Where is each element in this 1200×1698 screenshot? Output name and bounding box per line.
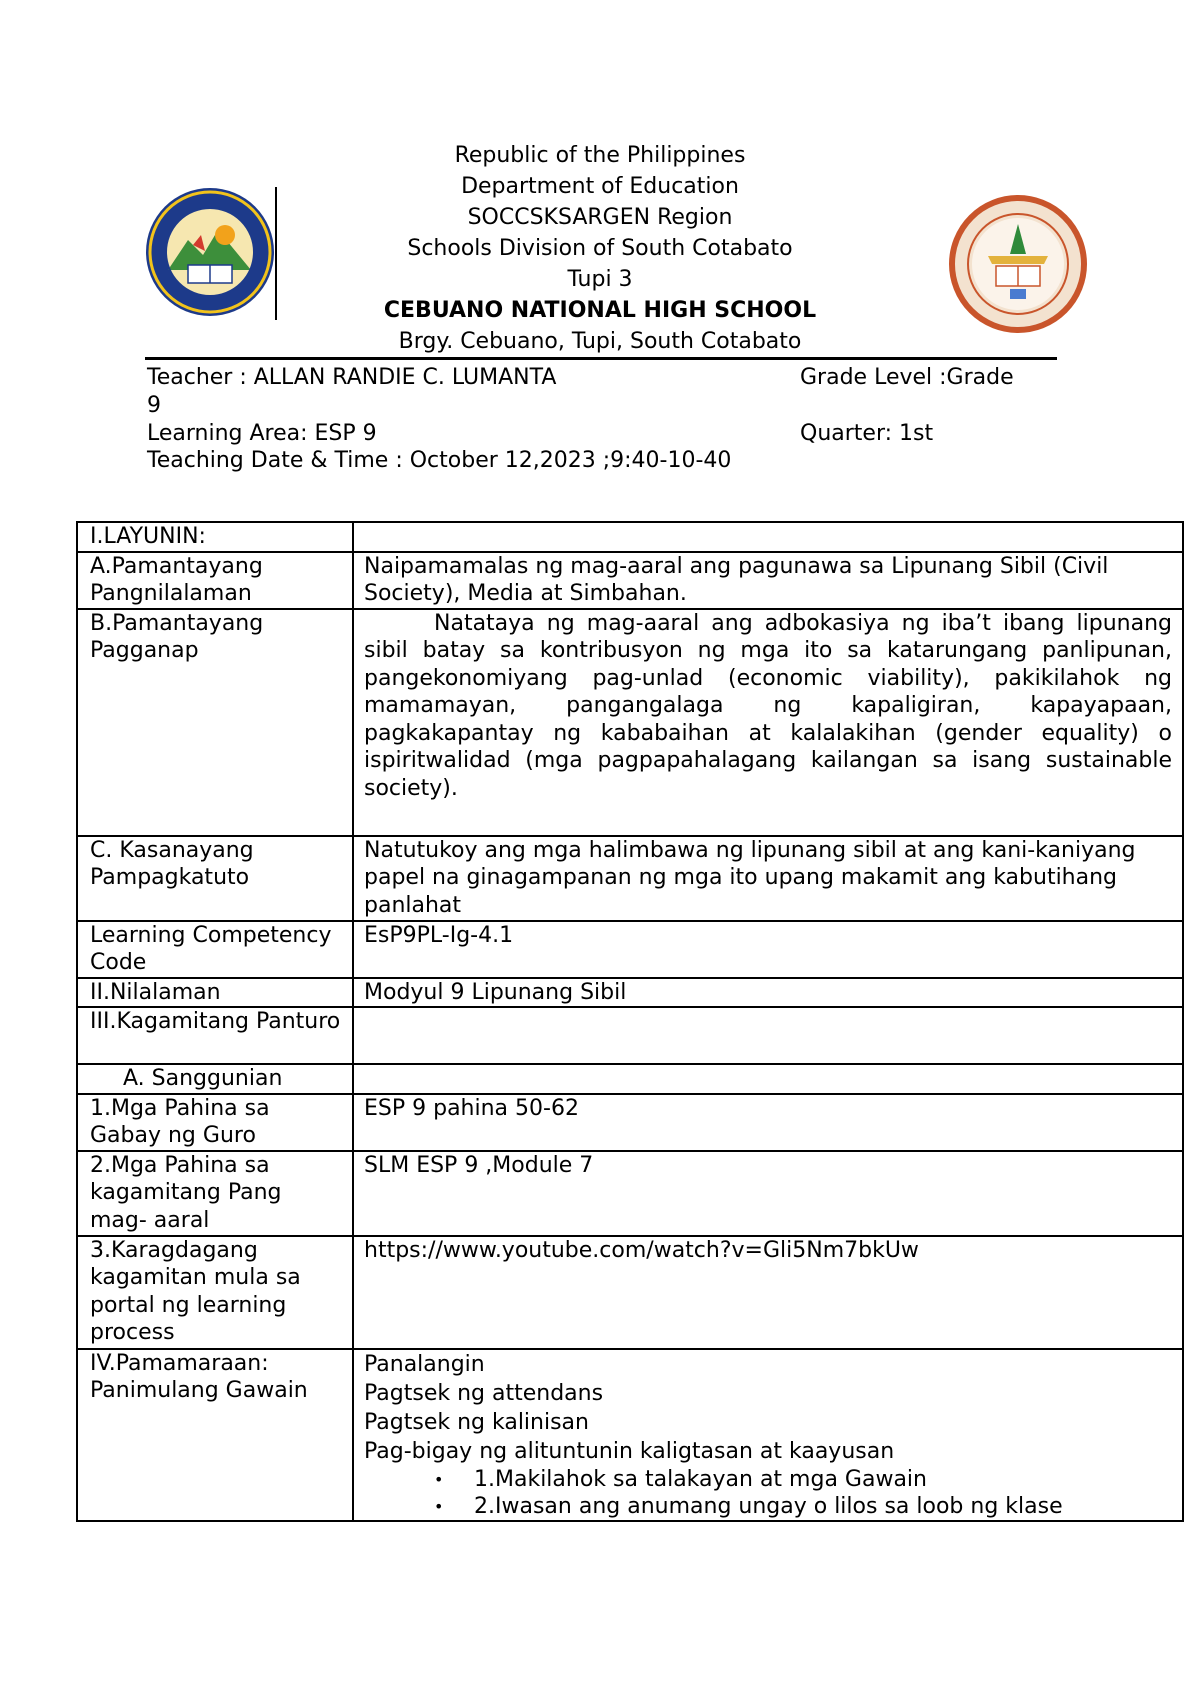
lesson-plan-table xyxy=(76,521,1184,1522)
row-label: Learning Competency Code xyxy=(77,921,353,978)
row-label: III.Kagamitang Panturo xyxy=(77,1007,353,1064)
procedure-line: Pagtsek ng attendans xyxy=(364,1380,604,1406)
teacher-guide-pages: ESP 9 pahina 50-62 xyxy=(353,1094,1183,1151)
row-label: A.Pamantayang Pangnilalaman xyxy=(77,552,353,609)
table-row xyxy=(77,1236,1183,1349)
list-item: • 1.Makilahok sa talakayan at mga Gawain xyxy=(434,1466,1172,1493)
content-topic: Modyul 9 Lipunang Sibil xyxy=(353,978,1183,1008)
header-district: Tupi 3 xyxy=(567,267,633,292)
document-header xyxy=(0,140,1200,357)
quarter: Quarter: 1st xyxy=(800,421,934,446)
teaching-date-time: Teaching Date & Time : October 12,2023 ;9:40-10-40 xyxy=(147,448,732,473)
procedure-line: Panalangin xyxy=(364,1351,485,1377)
header-division: Schools Division of South Cotabato xyxy=(407,236,793,261)
teacher-name: Teacher : ALLAN RANDIE C. LUMANTA xyxy=(147,365,557,390)
table-row xyxy=(77,1064,1183,1094)
row-label: 2.Mga Pahina sa kagamitang Pang mag- aaral xyxy=(77,1151,353,1236)
row-value-empty xyxy=(353,1007,1183,1064)
header-region: SOCCSKSARGEN Region xyxy=(467,205,733,230)
table-row xyxy=(77,836,1183,921)
header-republic: Republic of the Philippines xyxy=(454,143,746,168)
procedure-line: Pag-bigay ng alituntunin kaligtasan at kaayusan xyxy=(364,1438,895,1464)
row-label: IV.Pamamaraan: Panimulang Gawain xyxy=(77,1349,353,1521)
row-label: B.Pamantayang Pagganap xyxy=(77,609,353,836)
grade-level: Grade Level :Grade xyxy=(800,365,1014,390)
learning-area: Learning Area: ESP 9 xyxy=(147,421,377,446)
table-row xyxy=(77,1151,1183,1236)
table-row xyxy=(77,978,1183,1008)
rules-list xyxy=(364,1466,1172,1520)
table-row xyxy=(77,1349,1183,1521)
row-label: A. Sanggunian xyxy=(77,1064,353,1094)
row-value-empty xyxy=(353,1064,1183,1094)
school-name: CEBUANO NATIONAL HIGH SCHOOL xyxy=(383,298,817,323)
row-label: 1.Mga Pahina sa Gabay ng Guro xyxy=(77,1094,353,1151)
row-label: I.LAYUNIN: xyxy=(77,522,353,552)
table-row xyxy=(77,921,1183,978)
content-standard: Naipamamalas ng mag-aaral ang pagunawa sa Lipunang Sibil (Civil Society), Media at Simbahan. xyxy=(353,552,1183,609)
row-label: C. Kasanayang Pampagkatuto xyxy=(77,836,353,921)
list-item: • 2.Iwasan ang anumang ungay o lilos sa loob ng klase xyxy=(434,1493,1172,1520)
table-row xyxy=(77,552,1183,609)
row-value-empty xyxy=(353,522,1183,552)
school-address: Brgy. Cebuano, Tupi, South Cotabato xyxy=(398,329,802,354)
table-row xyxy=(77,1094,1183,1151)
table-row xyxy=(77,609,1183,836)
performance-standard: Natataya ng mag-aaral ang adbokasiya ng iba’t ibang lipunang sibil batay sa kontribusyon ng mga ito sa katarungang panlipunan, pangekonomiyang pag-unlad (economic viability), pakikilahok ng mamamayan, pangangalaga ng kapaligiran, kapayapaan, pagkakapantay ng kababaihan at kalalakihan (gender equality) o ispiritwalidad (mga pagpapahalagang kailangan sa isang sustainable society). xyxy=(353,609,1183,836)
learning-competency: Natutukoy ang mga halimbawa ng lipunang sibil at ang kani-kaniyang papel na ginagampanan ng mga ito upang makamit ang kabutihang panlahat xyxy=(353,836,1183,921)
row-label: II.Nilalaman xyxy=(77,978,353,1008)
table-row xyxy=(77,522,1183,552)
header-rule xyxy=(145,357,1057,360)
table-row xyxy=(77,1007,1183,1064)
header-department: Department of Education xyxy=(461,174,739,199)
procedure-line: Pagtsek ng kalinisan xyxy=(364,1409,589,1435)
learner-material-pages: SLM ESP 9 ,Module 7 xyxy=(353,1151,1183,1236)
row-label: 3.Karagdagang kagamitan mula sa portal ng learning process xyxy=(77,1236,353,1349)
additional-resource-link[interactable]: https://www.youtube.com/watch?v=Gli5Nm7bkUw xyxy=(353,1236,1183,1349)
procedure-activities xyxy=(353,1349,1183,1521)
competency-code: EsP9PL-Ig-4.1 xyxy=(353,921,1183,978)
grade-level-continued: 9 xyxy=(147,393,161,418)
